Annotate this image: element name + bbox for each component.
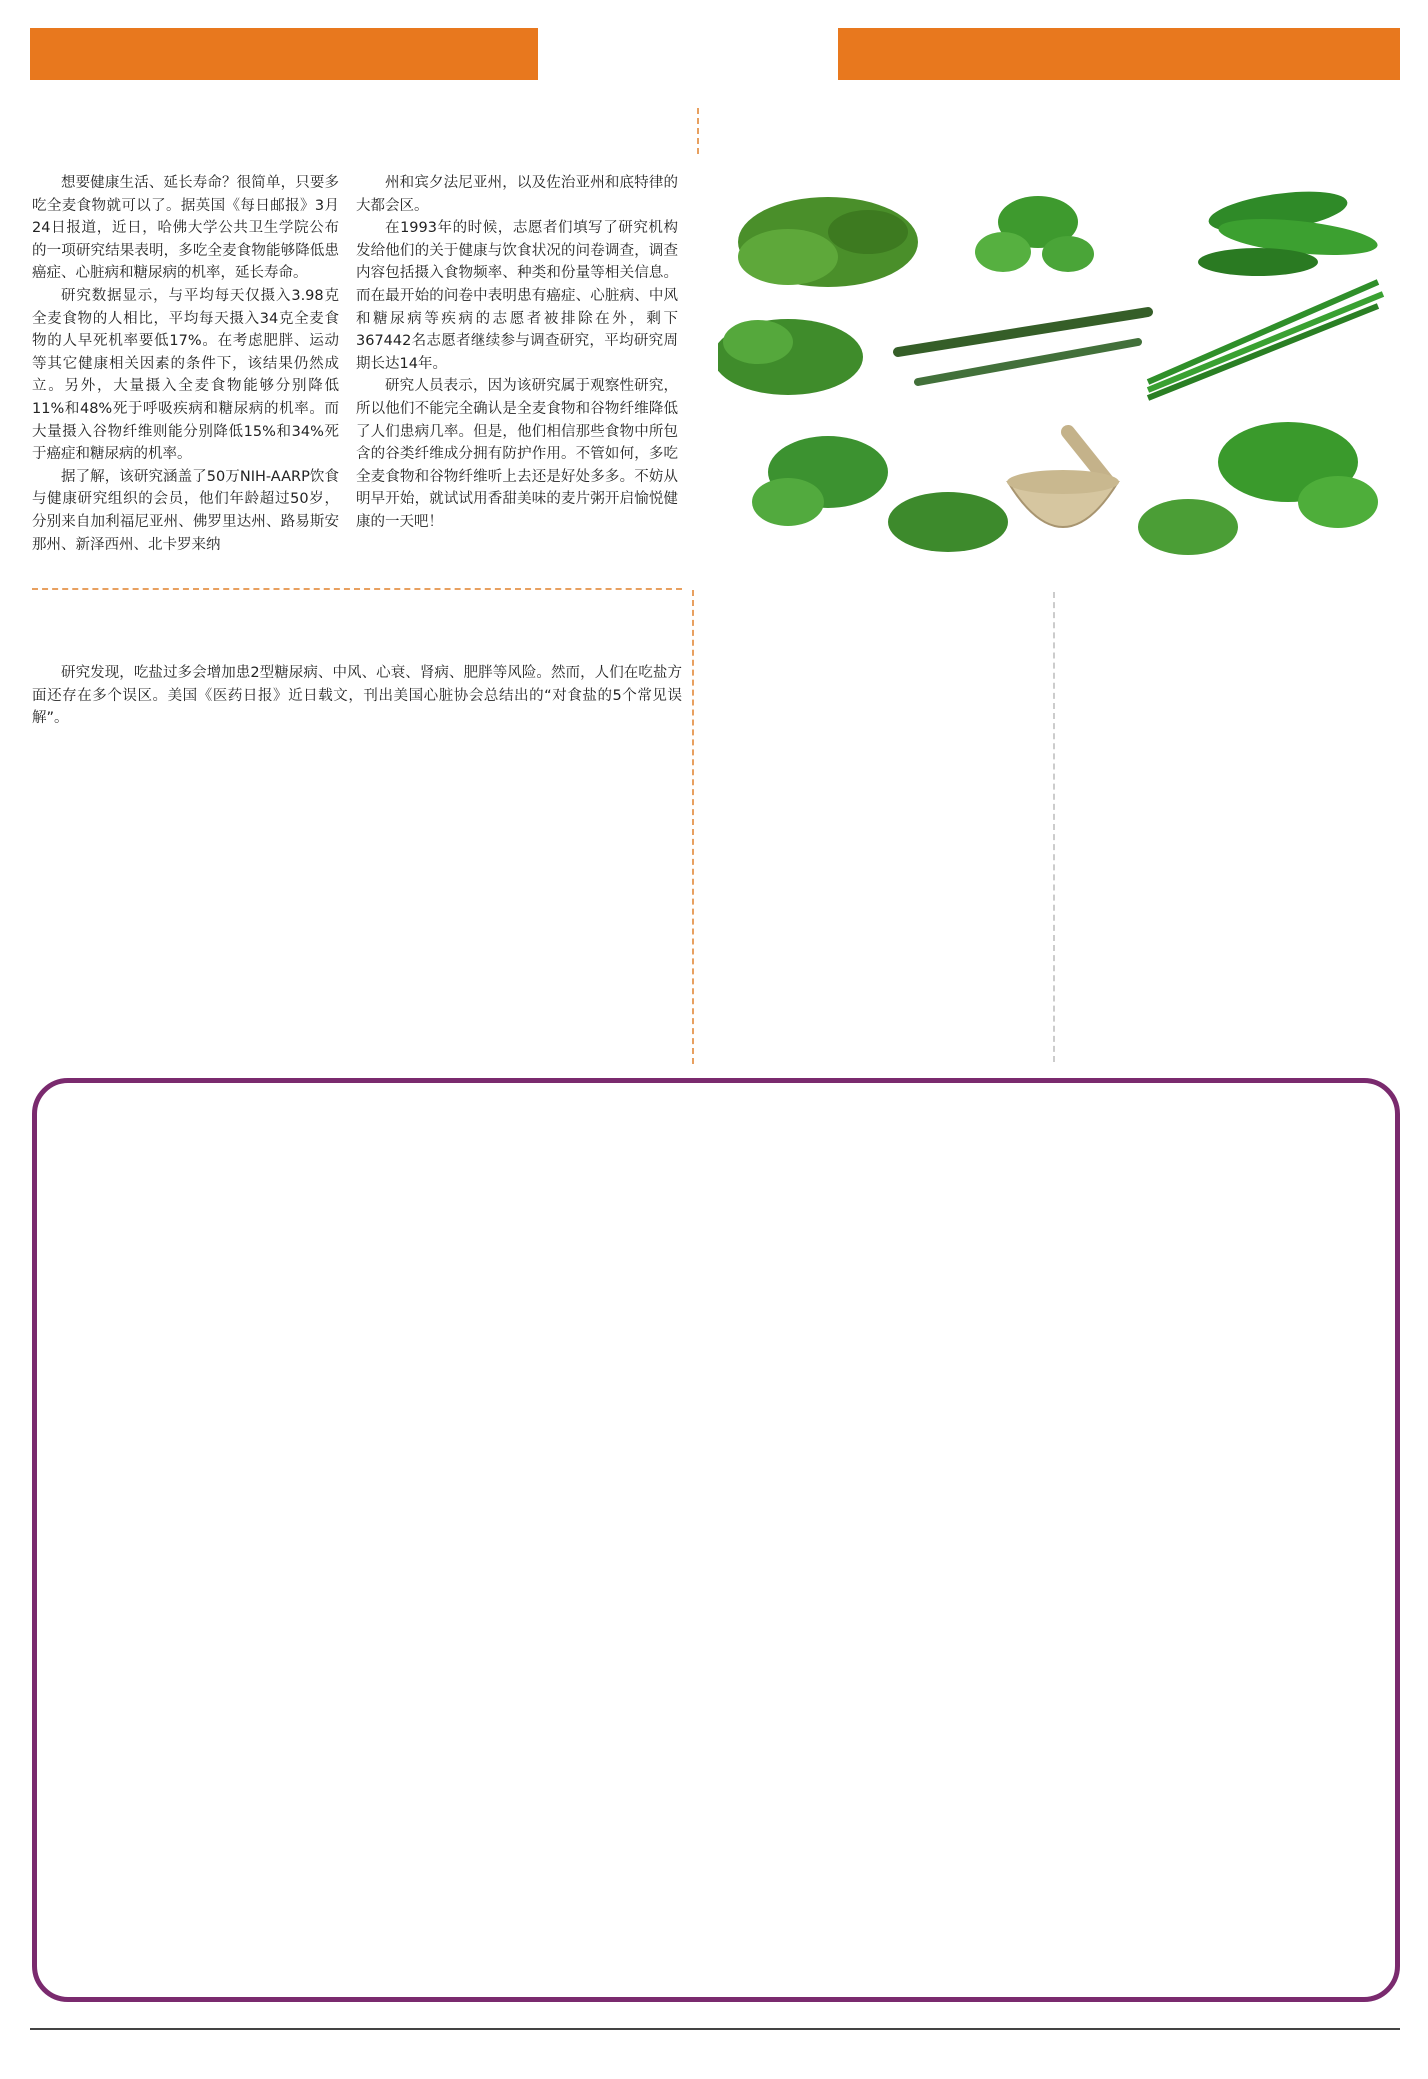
vegetables-title xyxy=(718,95,1388,175)
parsley-icon xyxy=(718,319,863,395)
paragraph: 研究数据显示，与平均每天仅摄入3.98克全麦食物的人相比，平均每天摄入34克全麦食物的人早死机率要低17%。在考虑肥胖、运动等其它健康相关因素的条件下，该结果仍然成立。另外，大量摄入全麦食物能够分别降低11%和48%死于呼吸疾病和糖尿病的机率。而大量摄入谷物纤维则能分别降低15%和34%死于癌症和糖尿病的机率。 xyxy=(32,287,339,463)
salt-intro: 研究发现，吃盐过多会增加患2型糖尿病、中风、心衰、肾病、肥胖等风险。然而，人们在吃盐方面还存在多个误区。美国《医药日报》近日载文，刊出美国心脏协会总结出的“对食盐的5个常见误解”。 xyxy=(32,665,682,727)
stalls-title xyxy=(72,1102,892,1222)
paragraph: 想要健康生活、延长寿命？很简单，只要多吃全麦食物就可以了。据英国《每日邮报》3月24日报道，近日，哈佛大学公共卫生学院公布的一项研究结果表明，多吃全麦食物能够降低患癌症、心脏病和糖尿病的机率，延长寿命。 xyxy=(32,175,339,282)
paragraph: 州和宾夕法尼亚州，以及佐治亚州和底特律的大都会区。 xyxy=(356,175,678,214)
wholegrain-title xyxy=(50,96,680,166)
paragraph: 在1993年的时候，志愿者们填写了研究机构发给他们的关于健康与饮食状况的问卷调查，调查内容包括摄入食物频率、种类和份量等相关信息。而在最开始的问卷中表明患有癌症、心脏病、中风和糖尿病等疾病的志愿者被排除在外，剩下367442名志愿者继续参与调查研究，平均研究周期长达14年。 xyxy=(356,220,678,372)
rosemary-sprig-icon xyxy=(898,312,1148,382)
wholegrain-column-1 xyxy=(32,172,339,556)
vegetables-column-1 xyxy=(742,588,1047,590)
herb-bunch-icon xyxy=(738,197,918,287)
paragraph: 研究人员表示，因为该研究属于观察性研究，所以他们不能完全确认是全麦食物和谷物纤维降低了人们患病几率。但是，他们相信那些食物中所包含的谷类纤维成分拥有防护作用。不管如何，多吃全麦食物和谷物纤维听上去还是好处多多。不妨从明早开始，就试试用香甜美味的麦片粥开启愉悦健康的一天吧！ xyxy=(356,378,678,530)
chives-bunch-icon xyxy=(1148,282,1383,398)
salt-title xyxy=(130,598,610,660)
mint-leaves-icon xyxy=(975,196,1094,272)
title-divider xyxy=(697,108,699,154)
masthead-title xyxy=(560,20,820,90)
vegetables-illustration xyxy=(718,182,1398,582)
wild-garlic-leaves-icon xyxy=(1198,184,1379,276)
salt-body xyxy=(32,662,682,730)
date-section-bar xyxy=(838,28,1400,80)
edition-bar xyxy=(30,28,538,80)
section-divider xyxy=(32,588,682,590)
paragraph: 据了解，该研究涵盖了50万NIH-AARP饮食与健康研究组织的会员，他们年龄超过50岁，分别来自加利福尼亚州、佛罗里达州、路易斯安那州、新泽西州、北卡罗来纳 xyxy=(32,468,339,553)
veg-column-divider xyxy=(1053,592,1055,1062)
column-divider xyxy=(692,590,694,1064)
mortar-pestle-icon xyxy=(888,432,1238,555)
footer-rule xyxy=(30,2028,1400,2030)
wholegrain-column-2 xyxy=(356,172,678,534)
